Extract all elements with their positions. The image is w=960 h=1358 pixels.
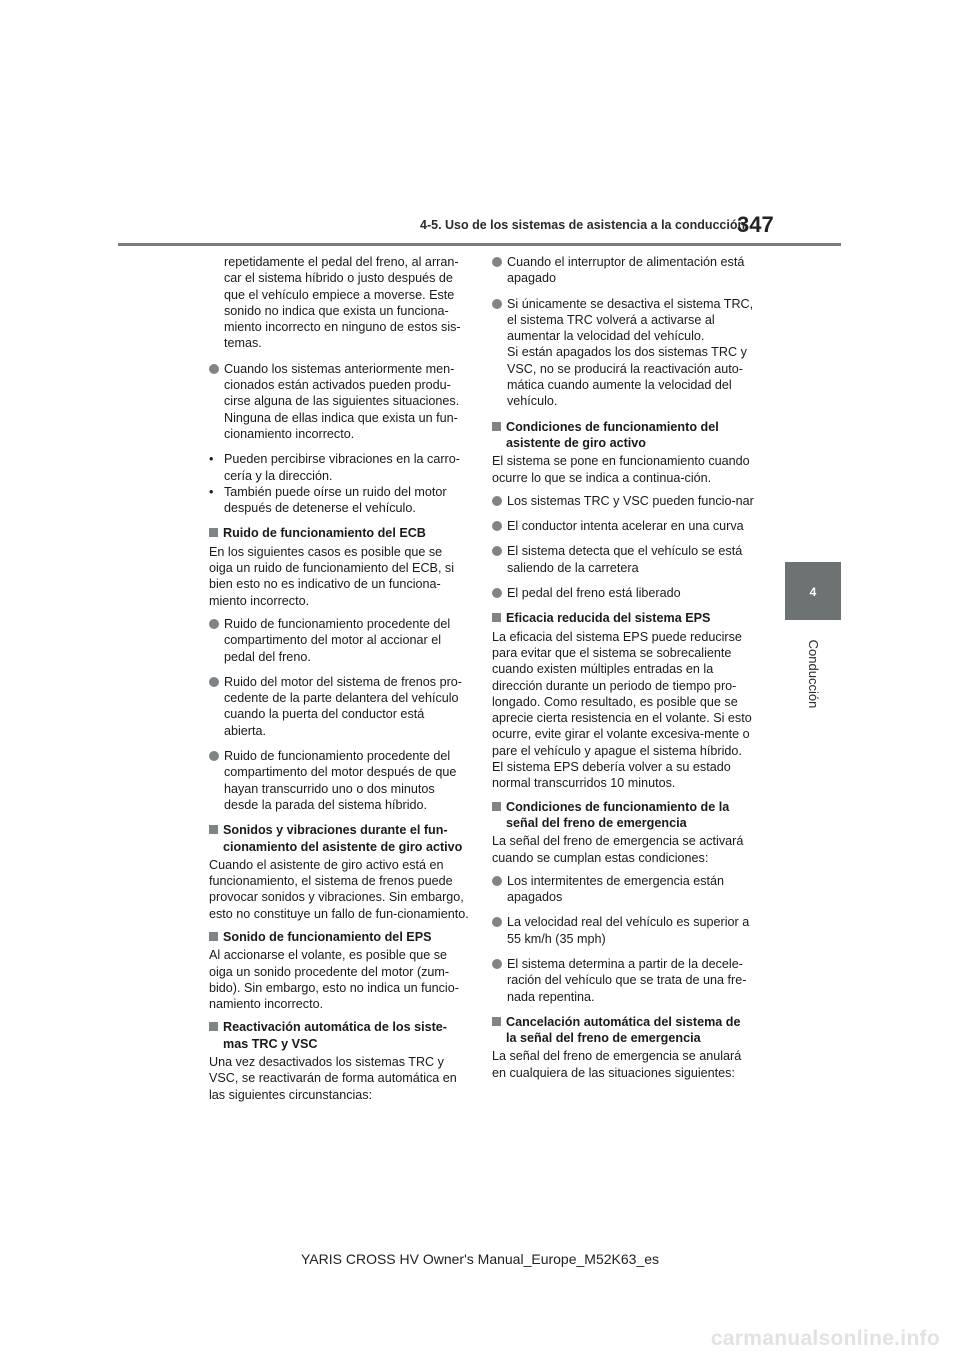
- square-bullet-icon: [209, 932, 218, 941]
- sub-list-item: • Pueden percibirse vibraciones en la carro-cería y la dirección.: [209, 452, 460, 483]
- right-column: [492, 254, 754, 1088]
- bullet-dot-icon: [492, 959, 502, 969]
- section-heading: Sonido de funcionamiento del EPS: [209, 929, 469, 945]
- list-item: El sistema detecta que el vehículo se está saliendo de la carretera: [492, 543, 754, 576]
- section-heading: Condiciones de funcionamiento de la señal del freno de emergencia: [492, 799, 754, 832]
- watermark: carmanualsonline.info: [710, 1327, 940, 1350]
- bullet-dot-icon: [492, 917, 502, 927]
- paragraph: Cuando el asistente de giro activo está en funcionamiento, el sistema de frenos puede provocar sonidos y vibraciones. Sin embargo, esto no constituye un fallo de fun-cionamiento.: [209, 857, 469, 921]
- list-item: Ruido de funcionamiento procedente del compartimento del motor al accionar el pedal del freno.: [209, 616, 469, 665]
- section-heading: Eficacia reducida del sistema EPS: [492, 610, 754, 626]
- manual-footer: YARIS CROSS HV Owner's Manual_Europe_M52K63_es: [300, 1251, 660, 1267]
- square-bullet-icon: [492, 422, 501, 431]
- section-title: 4-5. Uso de los sistemas de asistencia a la conducción: [420, 218, 746, 232]
- square-bullet-icon: [492, 1017, 501, 1026]
- paragraph: La señal del freno de emergencia se activará cuando se cumplan estas condiciones:: [492, 834, 744, 865]
- section-heading: Sonidos y vibraciones durante el fun-cionamiento del asistente de giro activo: [209, 822, 469, 855]
- dash-bullet-icon: •: [209, 484, 214, 499]
- list-item: El sistema determina a partir de la decele-ración del vehículo que se trata de una fre-nada repentina.: [492, 956, 754, 1005]
- list-item: Ruido del motor del sistema de frenos pro-cedente de la parte delantera del vehículo cuando la puerta del conductor está abierta.: [209, 674, 469, 739]
- bullet-dot-icon: [492, 546, 502, 556]
- bullet-dot-icon: [492, 299, 502, 309]
- page-number: 347: [737, 212, 774, 237]
- dash-bullet-icon: •: [209, 452, 214, 467]
- continuation-text: repetidamente el pedal del freno, al arran-car el sistema híbrido o justo después de que el vehículo empiece a moverse. Este sonido no indica que exista un funciona-miento incorrecto en ninguno de estos sis-temas.: [224, 255, 461, 351]
- left-column: [209, 254, 469, 1110]
- bullet-dot-icon: [492, 521, 502, 531]
- list-item: El pedal del freno está liberado: [492, 585, 754, 601]
- bullet-dot-icon: [492, 496, 502, 506]
- square-bullet-icon: [209, 1022, 218, 1031]
- bullet-dot-icon: [209, 677, 219, 687]
- square-bullet-icon: [492, 613, 501, 622]
- list-item: El conductor intenta acelerar en una curva: [492, 518, 754, 534]
- paragraph: El sistema se pone en funcionamiento cuando ocurre lo que se indica a continua-ción.: [492, 454, 750, 485]
- bullet-dot-icon: [209, 619, 219, 629]
- section-heading: Condiciones de funcionamiento del asistente de giro activo: [492, 419, 754, 452]
- square-bullet-icon: [209, 825, 218, 834]
- bullet-dot-icon: [209, 751, 219, 761]
- paragraph: Una vez desactivados los sistemas TRC y VSC, se reactivarán de forma automática en las siguientes circunstancias:: [209, 1055, 457, 1102]
- list-item: La velocidad real del vehículo es superior a 55 km/h (35 mph): [492, 914, 754, 947]
- bullet-dot-icon: [492, 876, 502, 886]
- square-bullet-icon: [492, 802, 501, 811]
- list-item: Cuando los sistemas anteriormente men-cionados están activados pueden produ-cirse alguna de las siguientes situaciones. Ninguna de ellas indica que exista un fun-cionamiento incorrecto.: [209, 361, 469, 442]
- bullet-dot-icon: [492, 588, 502, 598]
- list-item: Los sistemas TRC y VSC pueden funcio-nar: [492, 493, 754, 509]
- list-item: Los intermitentes de emergencia están apagados: [492, 873, 754, 906]
- sub-list-item: • También puede oírse un ruido del motor después de detenerse el vehículo.: [209, 484, 447, 516]
- chapter-number: 4: [809, 585, 817, 599]
- paragraph: La eficacia del sistema EPS puede reducirse para evitar que el sistema se sobrecaliente cuando existen múltiples entradas en la dirección durante un periodo de tiempo pro-longado. Como resultado, es posible que se aprecie cierta resistencia en el volante. Si esto ocurre, evite girar el volante excesiva-mente o pare el vehículo y apague el sistema híbrido. El sistema EPS debería volver a su estado normal transcurridos 10 minutos.: [492, 629, 752, 791]
- chapter-label: Conducción: [806, 639, 821, 709]
- header-divider: [118, 243, 841, 246]
- section-heading: Ruido de funcionamiento del ECB: [209, 525, 469, 541]
- paragraph: La señal del freno de emergencia se anulará en cualquiera de las situaciones siguientes:: [492, 1049, 742, 1080]
- section-heading: Reactivación automática de los siste-mas TRC y VSC: [209, 1019, 469, 1052]
- list-item: Cuando el interruptor de alimentación está apagado: [492, 254, 754, 287]
- square-bullet-icon: [209, 528, 218, 537]
- paragraph: En los siguientes casos es posible que se oiga un ruido de funcionamiento del ECB, si bien esto no es indicativo de un funciona-miento incorrecto.: [209, 544, 455, 608]
- paragraph: Al accionarse el volante, es posible que se oiga un sonido procedente del motor (zum-bido). Sin embargo, esto no indica un funcio-namiento incorrecto.: [209, 948, 459, 1012]
- section-heading: Cancelación automática del sistema de la señal del freno de emergencia: [492, 1014, 754, 1047]
- bullet-dot-icon: [492, 257, 502, 267]
- list-item: Si únicamente se desactiva el sistema TRC, el sistema TRC volverá a activarse al aumentar la velocidad del vehículo. Si están apagados los dos sistemas TRC y VSC, no se producirá la reactivación auto-mática cuando aumente la velocidad del vehículo.: [492, 296, 754, 410]
- bullet-dot-icon: [209, 364, 219, 374]
- list-item: Ruido de funcionamiento procedente del compartimento del motor después de que hayan transcurrido uno o dos minutos desde la parada del sistema híbrido.: [209, 748, 469, 813]
